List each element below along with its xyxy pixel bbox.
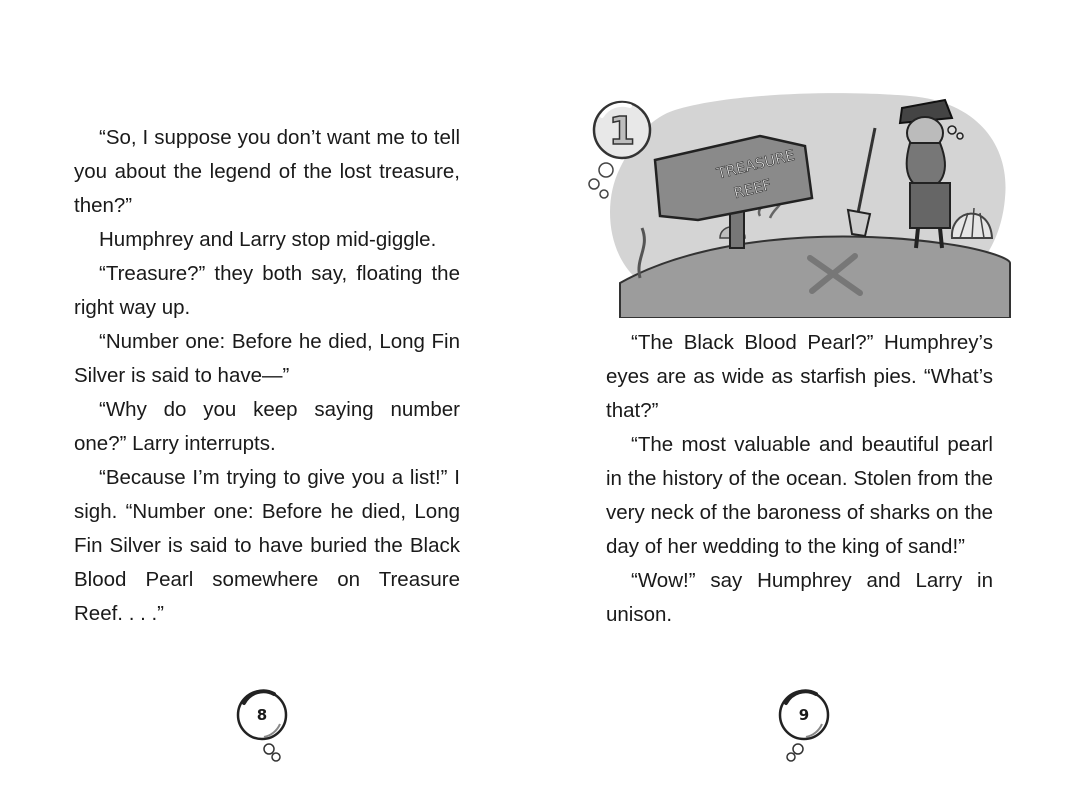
paragraph: “Number one: Before he died, Long Fin Silver is said to have—” [74,330,460,387]
paragraph: “The most valuable and beautiful pearl in the history of the ocean. Stolen from the very neck of the baroness of sharks on the day of her wedding to the king of sand!” [606,433,993,558]
page-number-bubble [776,686,832,766]
bubble-icon [234,686,290,766]
sign-text-line1: TREASURE [714,146,797,183]
page-number: 9 [798,706,810,724]
bubble-icon [776,686,832,766]
paragraph: “The Black Blood Pearl?” Humphrey’s eyes are as wide as starfish pies. “What’s that?” [606,331,993,422]
paragraph: “Why do you keep saying number one?” Larry interrupts. [74,398,460,455]
page-number-bubble [234,686,290,766]
paragraph: “Wow!” say Humphrey and Larry in unison. [606,569,993,626]
page-number: 8 [256,706,268,724]
right-page-text [606,326,993,632]
right-page [533,0,1066,800]
paragraph: “Because I’m trying to give you a list!” I sigh. “Number one: Before he died, Long Fin Silver is said to have buried the Black Blood Pearl somewhere on Treasure Reef. . . .” [74,466,460,625]
sign-text-line2: REEF [731,175,774,203]
treasure-reef-illustration [580,88,1012,318]
left-page-text [74,121,460,631]
paragraph: “Treasure?” they both say, floating the right way up. [74,262,460,319]
badge-number: 1 [608,109,636,153]
paragraph: Humphrey and Larry stop mid-giggle. [99,228,437,251]
paragraph: “So, I suppose you don’t want me to tell you about the legend of the lost treasure, then?” [74,126,460,217]
